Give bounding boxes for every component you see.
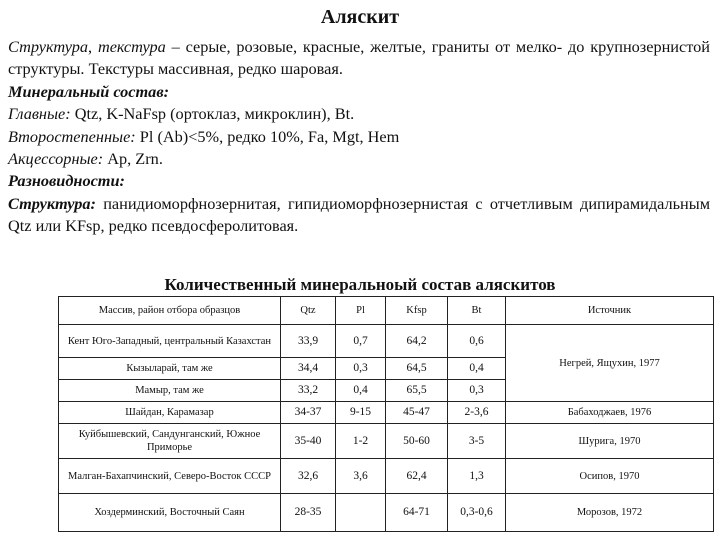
qtz-cell: 34-37 (281, 402, 336, 424)
qtz-cell: 35-40 (281, 424, 336, 459)
location-cell: Куйбышевский, Сандунганский, Южное Приморье (59, 424, 281, 459)
secondary-text: Pl (Ab)<5%, редко 10%, Fa, Mgt, Hem (135, 126, 400, 146)
kfsp-cell: 62,4 (386, 459, 448, 494)
kfsp-cell: 64,2 (386, 325, 448, 358)
location-cell: Кент Юго-Западный, центральный Казахстан (59, 325, 281, 358)
kfsp-cell: 65,5 (386, 380, 448, 402)
structure-label: Структура (8, 37, 89, 56)
kfsp-cell: 64-71 (386, 494, 448, 532)
source-cell: Бабаходжаев, 1976 (506, 402, 714, 424)
header-cell: Bt (448, 297, 506, 325)
pl-cell: 0,4 (336, 380, 386, 402)
mineral-heading: Минеральный состав: (8, 81, 170, 101)
location-cell: Мамыр, там же (59, 380, 281, 402)
bt-cell: 3-5 (448, 424, 506, 459)
description-text (8, 36, 710, 238)
qtz-cell: 32,6 (281, 459, 336, 494)
bt-cell: 0,3 (448, 380, 506, 402)
source-cell: Шурига, 1970 (506, 424, 714, 459)
structure-text: – серые, розовые, красные, желтые, граниты от мелко- до крупнозернистой структуры. Текстуры массивная, редко шаровая. (8, 37, 711, 79)
structure-sep: , (88, 37, 98, 56)
main-text: Qtz, K-NaFsp (ортоклаз, микроклин), Bt. (70, 104, 355, 124)
pl-cell: 3,6 (336, 459, 386, 494)
kfsp-cell: 64,5 (386, 358, 448, 380)
structure2-label: Структура: (8, 193, 96, 213)
table-header-row (59, 297, 714, 325)
source-cell: Негрей, Ящухин, 1977 (506, 325, 714, 402)
header-cell: Kfsp (386, 297, 448, 325)
location-cell: Кызыларай, там же (59, 358, 281, 380)
header-cell: Массив, район отбора образцов (59, 297, 281, 325)
bt-cell: 0,4 (448, 358, 506, 380)
pl-cell: 1-2 (336, 424, 386, 459)
qtz-cell: 33,2 (281, 380, 336, 402)
main-label: Главные: (8, 104, 71, 124)
qtz-cell: 34,4 (281, 358, 336, 380)
source-cell: Морозов, 1972 (506, 494, 714, 532)
accessory-label: Акцессорные: (8, 149, 104, 169)
bt-cell: 0,6 (448, 325, 506, 358)
structure2-text: панидиоморфнозернитая, гипидиоморфнозернистая с отчетливым дипирамидальным Qtz или KFsp, редко псевдосферолитовая. (8, 193, 710, 236)
table-title: Количественный минеральноый состав аляскитов (164, 275, 556, 294)
bt-cell: 2-3,6 (448, 402, 506, 424)
location-cell: Хоздерминский, Восточный Саян (59, 494, 281, 532)
header-cell: Qtz (281, 297, 336, 325)
varieties-heading: Разновидности: (8, 171, 125, 191)
table-row (59, 325, 714, 358)
qtz-cell: 33,9 (281, 325, 336, 358)
pl-cell: 9-15 (336, 402, 386, 424)
header-cell: Pl (336, 297, 386, 325)
secondary-label: Второстепенные: (8, 126, 136, 146)
header-cell: Источник (506, 297, 714, 325)
texture-label: текстура (97, 37, 166, 56)
kfsp-cell: 45-47 (386, 402, 448, 424)
pl-cell: 0,7 (336, 325, 386, 358)
qtz-cell: 28-35 (281, 494, 336, 532)
bt-cell: 1,3 (448, 459, 506, 494)
table-row (59, 494, 714, 532)
pl-cell: 0,3 (336, 358, 386, 380)
table-row (59, 459, 714, 494)
structure-paragraph (8, 36, 710, 81)
location-cell: Малган-Бахапчинский, Северо-Восток СССР (59, 459, 281, 494)
table-row (59, 424, 714, 459)
page-title: Аляскит (320, 6, 400, 28)
composition-table (58, 296, 714, 532)
accessory-text: Ap, Zrn. (103, 149, 163, 169)
kfsp-cell: 50-60 (386, 424, 448, 459)
pl-cell (336, 494, 386, 532)
location-cell: Шайдан, Карамазар (59, 402, 281, 424)
source-cell: Осипов, 1970 (506, 459, 714, 494)
bt-cell: 0,3-0,6 (448, 494, 506, 532)
table-row (59, 402, 714, 424)
